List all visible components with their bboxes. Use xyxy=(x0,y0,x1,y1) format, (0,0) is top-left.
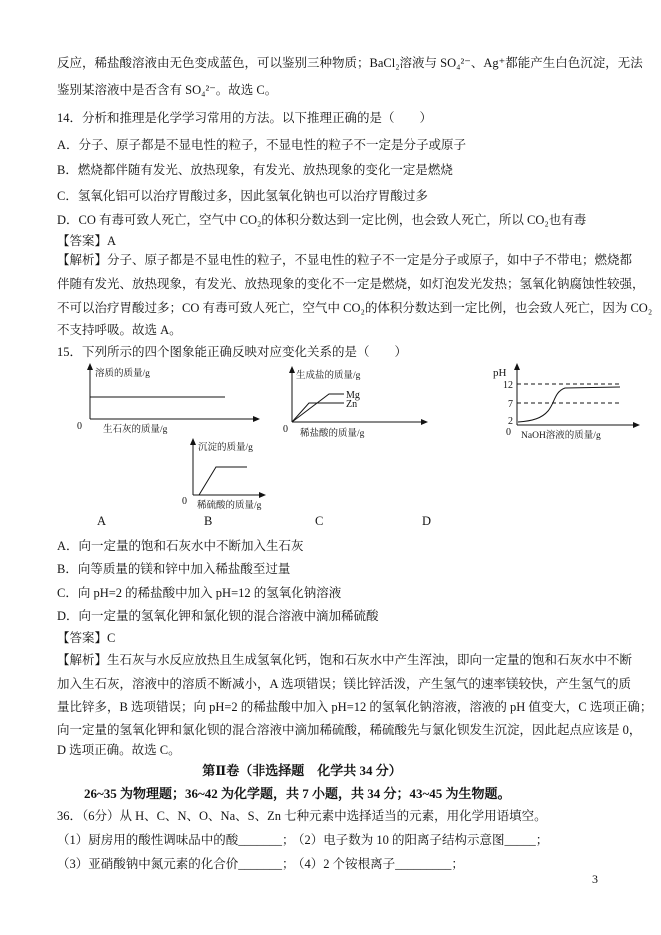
q14-analysis-line-1: 【解析】分子、原子都是不显电性的粒子，不显电性的粒子不一定是分子或原子，如中子不带电；燃烧都 xyxy=(57,253,633,267)
figure-label-d: D xyxy=(422,514,432,528)
graph-b-y-label: 生成盐的质量/g xyxy=(296,371,361,381)
data-line-mg xyxy=(292,394,344,422)
q14-analysis-line-3: 不可以治疗胃酸过多；CO 有毒可致人死亡，空气中 CO₂的体积分数达到一定比例，也会致人死亡，因为 CO₂ xyxy=(57,301,653,315)
q14-analysis-line-4: 不支持呼吸。故选 A。 xyxy=(57,323,182,337)
x-axis-arrow-icon xyxy=(633,422,640,428)
page-number: 3 xyxy=(592,872,598,886)
y-axis-arrow-icon xyxy=(289,366,295,373)
q15-option-d: D．向一定量的氢氧化钾和氯化钡的混合溶液中滴加稀硫酸 xyxy=(57,609,379,623)
graph-c-y-label: 沉淀的质量/g xyxy=(198,443,253,453)
q15-analysis-line-1: 【解析】生石灰与水反应放热且生成氢氧化钙，饱和石灰水中产生浑浊，即向一定量的饱和石灰水中不断 xyxy=(57,653,633,667)
graph-a-x-label: 生石灰的质量/g xyxy=(103,425,168,435)
figure-label-a: A xyxy=(97,514,107,528)
x-axis-arrow-icon xyxy=(421,419,428,425)
graph-c-precipitate-vs-h2so4 xyxy=(173,438,323,512)
q14-option-d: D．CO 有毒可致人死亡，空气中 CO₂的体积分数达到一定比例，也会致人死亡，所以 CO₂也有毒 xyxy=(57,213,587,227)
q15-analysis-line-5: D 选项正确。故选 C。 xyxy=(57,743,181,757)
x-axis-arrow-icon xyxy=(259,492,266,498)
q14-answer: 【答案】A xyxy=(57,234,117,248)
x-axis-arrow-icon xyxy=(253,416,260,422)
graph-d-tick-7: 7 xyxy=(508,399,513,410)
data-line-zn xyxy=(292,403,344,422)
y-axis-arrow-icon xyxy=(87,363,93,370)
graph-b-series-zn-label: Zn xyxy=(346,399,358,410)
q14-option-b: B．燃烧都伴随有发光、放热现象，有发光、放热现象的变化一定是燃烧 xyxy=(57,163,453,177)
q36-item-4: （4）2 个铵根离子_________； xyxy=(292,857,464,871)
section2-title: 第Ⅱ卷（非选择题 化学共 34 分） xyxy=(202,763,402,778)
q15-answer: 【答案】C xyxy=(57,631,116,645)
graph-b-x-label: 稀盐酸的质量/g xyxy=(300,429,365,439)
q13-analysis-line-1: 反应，稀盐酸溶液由无色变成蓝色，可以鉴别三种物质；BaCl₂溶液与 SO₄²⁻、Ag⁺都能产生白色沉淀，无法 xyxy=(57,56,643,70)
q15-analysis-line-2: 加入生石灰，溶液中的溶质不断减小，A 选项错误；镁比锌活泼，产生氢气的速率镁较快，产生氢气的质 xyxy=(57,677,631,691)
q36-item-3: （3）亚硝酸钠中氮元素的化合价_______； xyxy=(57,857,295,871)
section2-subtitle: 26~35 为物理题；36~42 为化学题，共 7 小题，共 34 分；43~45 为生物题。 xyxy=(84,786,511,801)
graph-b-series-mg-label: Mg xyxy=(346,390,360,401)
graph-c-x-label: 稀硫酸的质量/g xyxy=(197,501,262,511)
q15-stem: 15．下列所示的四个图象能正确反映对应变化关系的是（ ） xyxy=(57,345,408,359)
data-curve-ph xyxy=(518,387,620,422)
q36-stem: 36．（6分）从 H、C、N、O、Na、S、Zn 七种元素中选择适当的元素，用化学用语填空。 xyxy=(57,809,547,823)
q36-item-2: （2）电子数为 10 的阳离子结构示意图_____； xyxy=(292,833,549,847)
q13-analysis-line-2: 鉴别某溶液中是否含有 SO₄²⁻。故选 C。 xyxy=(57,83,278,97)
graph-b-salt-vs-hcl xyxy=(283,366,438,446)
graph-d-origin: 0 xyxy=(506,427,511,438)
q36-item-1: （1）厨房用的酸性调味品中的酸_______； xyxy=(57,833,295,847)
y-axis-arrow-icon xyxy=(190,438,196,445)
q15-option-a: A．向一定量的饱和石灰水中不断加入生石灰 xyxy=(57,539,304,553)
q14-option-c: C．氢氧化铝可以治疗胃酸过多，因此氢氧化钠也可以治疗胃酸过多 xyxy=(57,189,428,203)
q14-option-a: A．分子、原子都是不显电性的粒子，不显电性的粒子不一定是分子或原子 xyxy=(57,138,467,152)
graph-d-ph-vs-naoh xyxy=(485,362,650,446)
q15-analysis-line-4: 向一定量的氢氧化钾和氯化钡的混合溶液中滴加稀硫酸，稀硫酸先与氯化钡发生沉淀，因此起点应该是 0， xyxy=(57,723,642,737)
graph-b-origin: 0 xyxy=(283,424,288,435)
data-line-precipitate xyxy=(199,467,247,495)
graph-c-origin: 0 xyxy=(182,496,187,507)
graph-a-y-label: 溶质的质量/g xyxy=(95,369,150,379)
graph-a-solute-vs-quicklime xyxy=(73,362,268,444)
graph-d-y-label: pH xyxy=(493,367,507,379)
graph-d-tick-12: 12 xyxy=(503,380,513,391)
q14-analysis-line-2: 伴随有发光、放热现象，有发光、放热现象的变化不一定是燃烧，如灯泡发光发热；氢氧化钠腐蚀性较强， xyxy=(57,277,645,291)
figure-label-c: C xyxy=(315,514,324,528)
q14-stem: 14．分析和推理是化学学习常用的方法。以下推理正确的是（ ） xyxy=(57,111,433,125)
q15-option-c: C．向 pH=2 的稀盐酸中加入 pH=12 的氢氧化钠溶液 xyxy=(57,586,342,600)
y-axis-arrow-icon xyxy=(514,363,520,370)
q15-option-b: B．向等质量的镁和锌中加入稀盐酸至过量 xyxy=(57,562,291,576)
q15-analysis-line-3: 量比锌多，B 选项错误；向 pH=2 的稀盐酸中加入 pH=12 的氢氧化钠溶液，溶液的 pH 值变大，C 选项正确； xyxy=(57,700,653,714)
figure-label-b: B xyxy=(204,514,213,528)
graph-d-x-label: NaOH溶液的质量/g xyxy=(521,431,601,441)
graph-d-tick-2: 2 xyxy=(508,416,513,427)
graph-a-origin: 0 xyxy=(77,421,82,432)
